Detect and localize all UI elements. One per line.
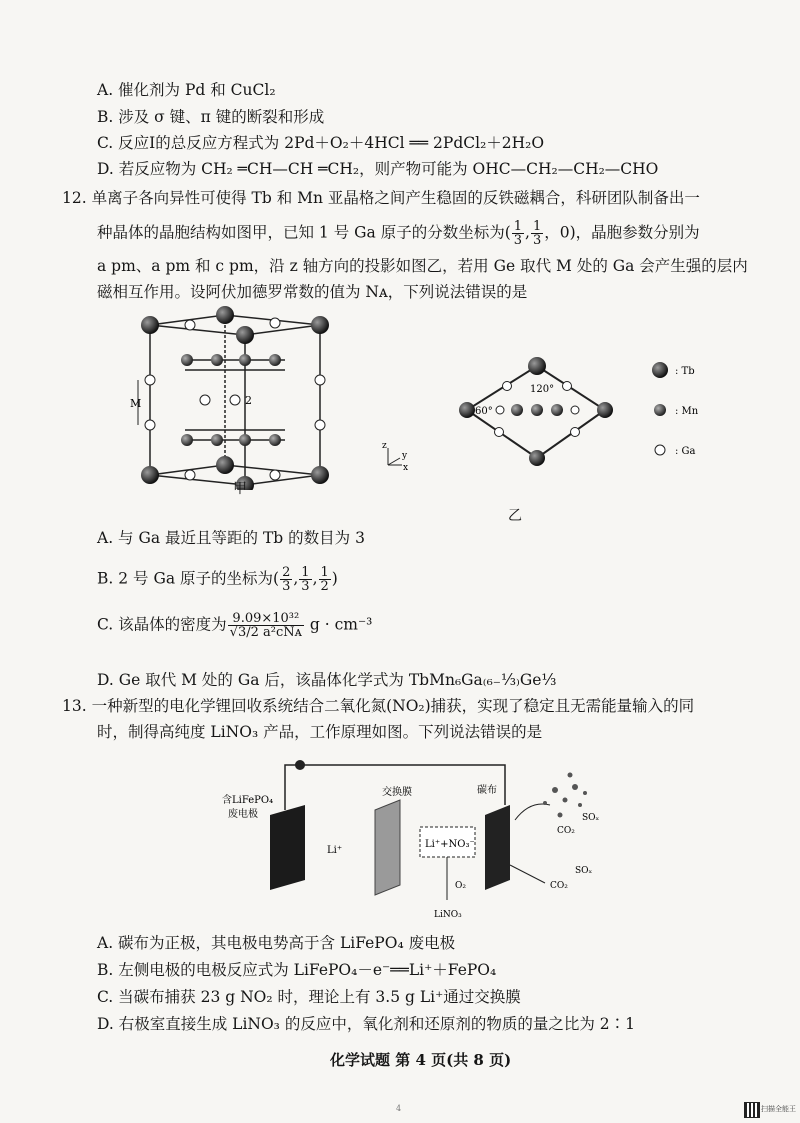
ga-atom xyxy=(315,375,325,385)
axes-icon xyxy=(378,440,418,475)
svg-text:含LiFePO₄: 含LiFePO₄ xyxy=(222,795,274,806)
svg-text:y: y xyxy=(402,451,408,461)
tb-atom xyxy=(141,316,159,334)
tb-atom xyxy=(236,326,254,344)
svg-text:CO₂: CO₂ xyxy=(550,881,568,891)
svg-text:x: x xyxy=(403,463,409,473)
tb-atom xyxy=(216,456,234,474)
q12-option-d: D. Ge 取代 M 处的 Ga 后，该晶体化学式为 TbMn₆Ga₍₆₋⅓₎Ge⅓ xyxy=(97,671,557,689)
q11-option-c: C. 反应Ⅰ的总反应方程式为 2Pd＋O₂＋4HCl ══ 2PdCl₂＋2H₂O xyxy=(97,134,545,152)
scanner-watermark: 扫描全能王 xyxy=(761,1105,796,1113)
caption-yi: 乙 xyxy=(508,508,522,524)
q13-stem-line1: 13. 一种新型的电化学锂回收系统结合二氧化氮(NO₂)捕获，实现了稳定且无需能量输入的同 xyxy=(62,697,695,715)
q12-stem-line1: 12. 单离子各向异性可使得 Tb 和 Mn 亚晶格之间产生稳固的反铁磁耦合，科研团队制备出一 xyxy=(62,189,700,207)
tb-atom xyxy=(311,466,329,484)
ga-atom xyxy=(200,395,210,405)
mn-atom xyxy=(181,434,193,446)
ga-atom xyxy=(185,320,195,330)
svg-text:: Tb: : Tb xyxy=(675,366,695,377)
ga-atom xyxy=(145,375,155,385)
projection-figure-yi xyxy=(455,352,620,472)
q13-option-b: B. 左侧电极的电极反应式为 LiFePO₄－e⁻══Li⁺＋FePO₄ xyxy=(97,961,497,979)
page-number-small: 4 xyxy=(396,1104,402,1113)
q13-option-a: A. 碳布为正极，其电极电势高于含 LiFePO₄ 废电极 xyxy=(97,934,456,952)
mn-atom xyxy=(211,434,223,446)
q12-option-b: B. 2 号 Ga 原子的坐标为( $\frac{2}{3}$ , $\frac{1}{3}$ , $\frac{1}{2}$ ) xyxy=(97,565,338,594)
q12-stem-line3: a pm、a pm 和 c pm，沿 z 轴方向的投影如图乙，若用 Ge 取代 M 处的 Ga 会产生强的层内 xyxy=(97,257,748,275)
qr-code-icon xyxy=(744,1102,760,1118)
svg-text:SOₓ: SOₓ xyxy=(575,866,593,876)
svg-text:交换膜: 交换膜 xyxy=(382,787,412,798)
q12-option-c: C. 该晶体的密度为 $\frac{\text{9.09×10³²}}{\text{√3/2 a²cNᴀ}}$ g · cm⁻³ xyxy=(97,611,373,640)
svg-text:: Ga: : Ga xyxy=(675,446,696,457)
tb-atom xyxy=(311,316,329,334)
svg-text:Li⁺: Li⁺ xyxy=(327,845,343,856)
svg-text:废电极: 废电极 xyxy=(228,809,258,820)
svg-text:120°: 120° xyxy=(530,384,555,395)
ga-atom xyxy=(270,318,280,328)
svg-text:60°: 60° xyxy=(475,406,493,417)
q12-stem-line4: 磁相互作用。设阿伏加德罗常数的值为 Nᴀ，下列说法错误的是 xyxy=(97,283,528,301)
q11-option-b: B. 涉及 σ 键、π 键的断裂和形成 xyxy=(97,108,325,126)
label-2: 2 xyxy=(245,394,252,407)
q13-stem-line2: 时，制得高纯度 LiNO₃ 产品，工作原理如图。下列说法错误的是 xyxy=(97,723,543,741)
q12-option-a: A. 与 Ga 最近且等距的 Tb 的数目为 3 xyxy=(97,529,365,547)
q13-option-d: D. 右极室直接生成 LiNO₃ 的反应中，氧化剂和还原剂的物质的量之比为 2∶1 xyxy=(97,1015,635,1033)
mn-atom xyxy=(269,354,281,366)
tb-atom xyxy=(216,306,234,324)
legend xyxy=(650,360,720,460)
mn-atom xyxy=(269,434,281,446)
ga-atom xyxy=(145,420,155,430)
svg-text:CO₂: CO₂ xyxy=(557,826,575,836)
mn-atom xyxy=(239,354,251,366)
q13-option-c: C. 当碳布捕获 23 g NO₂ 时，理论上有 3.5 g Li⁺通过交换膜 xyxy=(97,988,521,1006)
ga-atom xyxy=(270,470,280,480)
ga-atom xyxy=(185,470,195,480)
label-m: M xyxy=(130,397,142,410)
svg-text:: Mn: : Mn xyxy=(675,406,699,417)
svg-text:碳布: 碳布 xyxy=(477,785,497,796)
page-footer: 化学试题 第 4 页(共 8 页) xyxy=(330,1051,512,1069)
q11-option-a: A. 催化剂为 Pd 和 CuCl₂ xyxy=(97,81,276,99)
q12-stem-line2: 种晶体的晶胞结构如图甲，已知 1 号 Ga 原子的分数坐标为( $\frac{1}{3}$ , $\frac{1}{3}$ ，0)，晶胞参数分别为 xyxy=(97,219,700,248)
mn-atom xyxy=(239,434,251,446)
ga-atom xyxy=(230,395,240,405)
electrochem-figure xyxy=(220,745,600,925)
tb-atom xyxy=(141,466,159,484)
svg-text:LiNO₃: LiNO₃ xyxy=(434,910,462,920)
q11-option-d: D. 若反应物为 CH₂ ═CH—CH ═CH₂，则产物可能为 OHC—CH₂—CH₂—CHO xyxy=(97,160,659,178)
svg-text:SOₓ: SOₓ xyxy=(582,813,600,823)
mn-atom xyxy=(211,354,223,366)
svg-text:O₂: O₂ xyxy=(455,881,466,891)
crystal-cell-figure-jia xyxy=(125,305,340,490)
svg-text:z: z xyxy=(382,441,387,451)
mn-atom xyxy=(181,354,193,366)
caption-jia: 甲 xyxy=(233,481,247,497)
ga-atom xyxy=(315,420,325,430)
svg-text:Li⁺+NO₃⁻: Li⁺+NO₃⁻ xyxy=(425,839,475,850)
